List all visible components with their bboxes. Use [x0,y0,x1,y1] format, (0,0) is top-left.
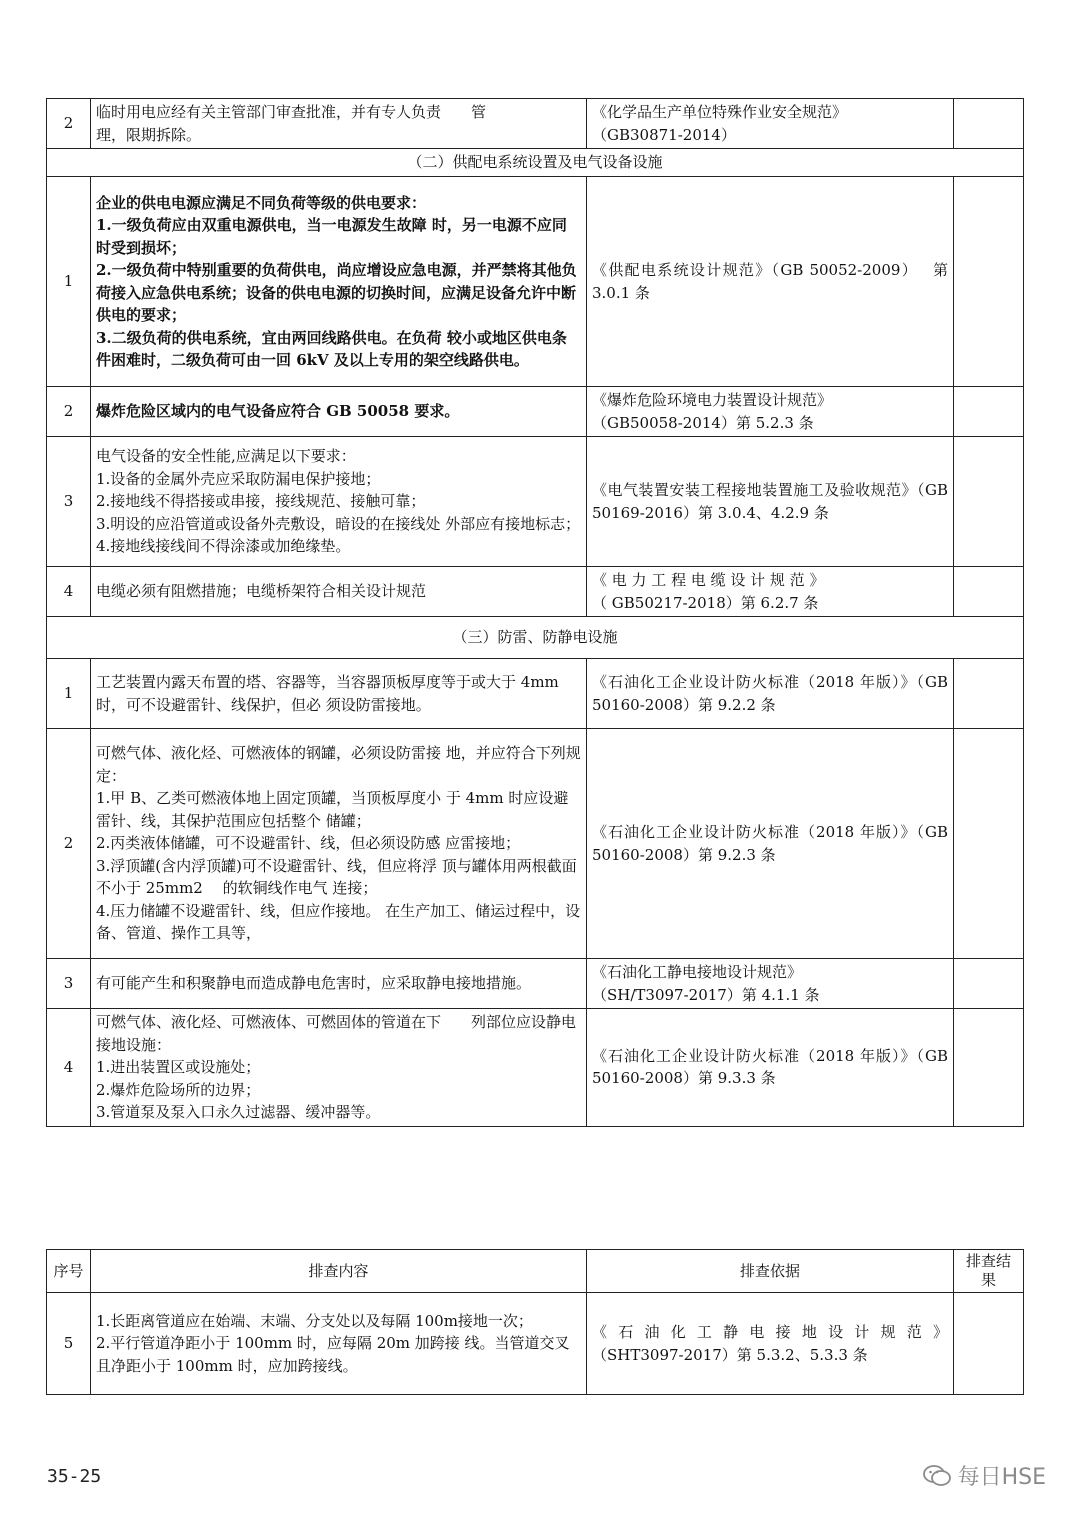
content-line: 1.长距离管道应在始端、末端、分支处以及每隔 100m接地一次； [96,1311,533,1330]
content-line: 3.管道泵及泵入口永久过滤器、缓冲器等。 [96,1103,381,1121]
check-result-cell[interactable] [954,1009,1024,1127]
content-line: 2.平行管道净距小于 100mm 时，应每隔 20m 加跨接 线。当管道交叉且净距小于 100mm 时，应加跨接线。 [96,1334,570,1375]
check-result-cell[interactable] [954,959,1024,1009]
row-number: 2 [47,99,91,149]
content-line: 工艺装置内露天布置的塔、容器等，当容器顶板厚度等于或大于 4mm 时，可不设避雷针、线保护，但必 须设防雷接地。 [96,673,559,714]
row-number: 1 [47,177,91,387]
basis-line: 《供配电系统设计规范》（GB 50052-2009） 第 3.0.1 条 [592,261,948,302]
table-row [47,617,1024,659]
basis-line: 《石油化工企业设计防火标准（2018 年版）》（GB 50160-2008）第 9.2.2 条 [592,673,948,714]
wechat-icon [922,1463,952,1489]
content-line: 2.接地线不得搭接或串接，接线规范、接触可靠； [96,492,426,511]
content-line: 1.一级负荷应由双重电源供电，当一电源发生故障 时，另一电源不应同时受到损坏； [96,216,567,257]
basis-line: （GB30871-2014） [592,125,736,144]
content-line: 4.压力储罐不设避雷针、线，但应作接地。 在生产加工、储运过程中，设备、管道、操作工具等， [96,901,581,943]
header-basis: 排查依据 [587,1250,954,1293]
basis-line: 《石油化工企业设计防火标准（2018 年版）》（GB 50160-2008）第 9.3.3 条 [592,1046,948,1088]
content-line: 1.进出装置区或设施处； [96,1058,261,1076]
content-line: 2.一级负荷中特别重要的负荷供电，尚应增设应急电源，并严禁将其他负荷接入应急供电系统；设备的供电电源的切换时间，应满足设备允许中断供电的要求； [96,261,577,324]
content-line: 3.明设的应沿管道或设备外壳敷设，暗设的在接线处 外部应有接地标志； [96,514,581,533]
basis-line: 《 电 力 工 程 电 缆 设 计 规 范 》 [592,571,825,589]
content-line: 4.接地线接线间不得涂漆或加绝缘垫。 [96,537,351,556]
check-result-cell[interactable] [954,659,1024,729]
inspection-table-new-page [46,1249,1024,1395]
check-content [91,177,587,387]
basis-line: （SH/T3097-2017）第 4.1.1 条 [592,985,820,1004]
row-number: 3 [47,959,91,1009]
content-line: 3.二级负荷的供电系统，宜由两回线路供电。在负荷 较小或地区供电条件困难时，二级负荷可由一回 6kV 及以上专用的架空线路供电。 [96,328,567,369]
check-basis [587,729,954,959]
check-content [91,659,587,729]
inspection-table-continued [46,98,1024,1127]
table-row [47,1009,1024,1127]
basis-line: （ GB50217-2018）第 6.2.7 条 [592,593,819,612]
content-line: 理，限期拆除。 [96,125,202,144]
table-row [47,99,1024,149]
check-result-cell[interactable] [954,1293,1024,1395]
table-row [47,659,1024,729]
content-line: 可燃气体、液化烃、可燃液体、可燃固体的管道在下 列部位应设静电接地设施： [96,1013,577,1054]
check-content [91,99,587,149]
table-row [47,437,1024,567]
row-number: 5 [47,1293,91,1395]
content-line: 企业的供电电源应满足不同负荷等级的供电要求： [96,193,427,212]
content-line: 3.浮顶罐(含内浮顶罐)可不设避雷针、线，但应将浮 顶与罐体用两根截面不小于 25mm2 的软铜线作电气 连接； [96,856,577,898]
row-number: 1 [47,659,91,729]
section-title: （三）防雷、防静电设施 [47,617,1024,659]
basis-line: 《化学品生产单位特殊作业安全规范》 [592,103,848,121]
table-row [47,959,1024,1009]
check-basis [587,959,954,1009]
check-basis [587,659,954,729]
page-number: 35-25 [47,1466,102,1487]
check-basis [587,177,954,387]
check-basis [587,567,954,617]
basis-line: （GB50058-2014）第 5.2.3 条 [592,413,814,432]
check-result-cell[interactable] [954,177,1024,387]
basis-line: 《电气装置安装工程接地装置施工及验收规范》（GB 50169-2016）第 3.0.4、4.2.9 条 [592,481,948,522]
content-line: 有可能产生和积聚静电而造成静电危害时，应采取静电接地措施。 [96,974,532,993]
header-result: 排查结果 [954,1250,1024,1293]
section-title: （二）供配电系统设置及电气设备设施 [47,149,1024,177]
table-row [47,149,1024,177]
check-content [91,387,587,437]
basis-line: 《石油化工企业设计防火标准（2018 年版）》（GB 50160-2008）第 9.2.3 条 [592,823,948,864]
check-content [91,1009,587,1127]
check-content [91,1293,587,1395]
check-content [91,437,587,567]
check-result-cell[interactable] [954,729,1024,959]
check-basis [587,1009,954,1127]
check-basis [587,387,954,437]
basis-line: 《 石 油 化 工 静 电 接 地 设 计 规 范 》（SHT3097-2017）第 5.3.2、5.3.3 条 [592,1323,948,1364]
row-number: 4 [47,1009,91,1127]
header-content: 排查内容 [91,1250,587,1293]
content-line: 1.甲 B、乙类可燃液体地上固定顶罐，当顶板厚度小 于 4mm 时应设避雷针、线，其保护范围应包括整个 储罐； [96,789,569,830]
table-row [47,177,1024,387]
row-number: 4 [47,567,91,617]
content-line: 2.丙类液体储罐，可不设避雷针、线，但必须设防感 应雷接地； [96,834,521,853]
content-line: 电气设备的安全性能,应满足以下要求： [96,447,356,466]
check-basis [587,1293,954,1395]
content-line: 可燃气体、液化烃、可燃液体的钢罐，必须设防雷接 地，并应符合下列规定： [96,744,581,785]
content-line: 电缆必须有阻燃措施；电缆桥架符合相关设计规范 [96,582,427,601]
watermark [922,1460,1046,1491]
header-num: 序号 [47,1250,91,1293]
check-result-cell[interactable] [954,99,1024,149]
basis-line: 《石油化工静电接地设计规范》 [592,963,803,981]
basis-line: 《爆炸危险环境电力装置设计规范》 [592,391,833,409]
check-result-cell[interactable] [954,387,1024,437]
check-result-cell[interactable] [954,567,1024,617]
check-result-cell[interactable] [954,437,1024,567]
table-row [47,1293,1024,1395]
check-content [91,729,587,959]
check-basis [587,437,954,567]
check-content [91,567,587,617]
table-row [47,387,1024,437]
content-line: 1.设备的金属外壳应采取防漏电保护接地； [96,469,381,488]
content-line: 爆炸危险区域内的电气设备应符合 GB 50058 要求。 [96,402,460,421]
row-number: 2 [47,729,91,959]
table-row [47,729,1024,959]
check-content [91,959,587,1009]
content-line: 临时用电应经有关主管部门审查批准，并有专人负责 管 [96,103,487,121]
check-basis [587,99,954,149]
row-number: 2 [47,387,91,437]
content-line: 2.爆炸危险场所的边界； [96,1080,261,1099]
table-row [47,567,1024,617]
watermark-text: 每日HSE [957,1465,1046,1490]
row-number: 3 [47,437,91,567]
